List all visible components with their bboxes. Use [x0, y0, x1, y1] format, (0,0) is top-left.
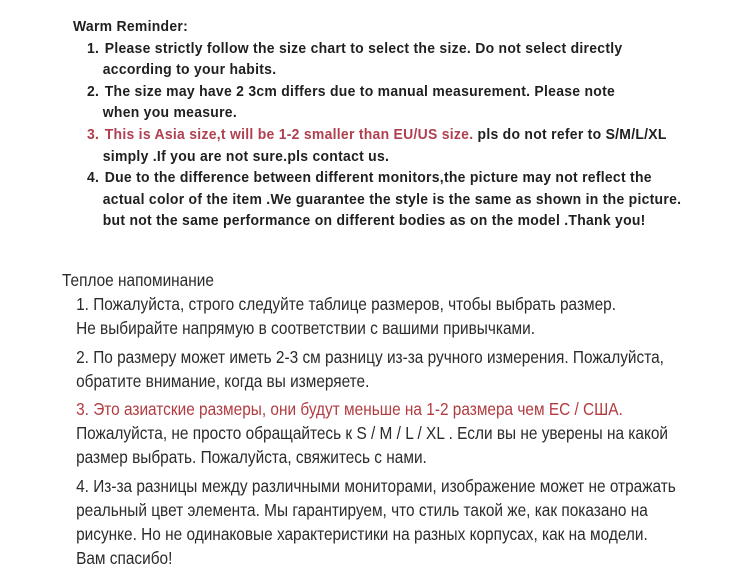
reminder-line: when you measure. [102, 104, 237, 122]
reminder-line: actual color of the item .We guarantee the style is the same as shown in the picture. [102, 190, 682, 208]
reminder-text: The size may have 2 3cm differs due to manual measurement. Please note [104, 82, 616, 100]
reminder-line: Пожалуйста, не просто обращайтесь к S / M / L / XL . Если вы не уверены на какой [76, 423, 669, 444]
reminder-line: Не выбирайте напрямую в соответствии с вашими привычками. [76, 318, 536, 339]
ru-reminder-title: Теплое напоминание [62, 269, 214, 290]
ru-reminder-item-1 [76, 292, 748, 340]
reminder-line: 2. По размеру может иметь 2-3 см разницу из-за ручного измерения. Пожалуйста, [76, 346, 664, 367]
reminder-line: but not the same performance on different bodies as on the model .Thank you! [102, 212, 646, 230]
reminder-line: размер выбрать. Пожалуйста, свяжитесь с нами. [76, 447, 427, 468]
ru-reminder-item-4 [76, 474, 748, 570]
reminder-line: simply .If you are not sure.pls contact us. [102, 147, 390, 165]
item-number: 2. [86, 82, 100, 100]
reminder-line: обратите внимание, когда вы измеряете. [76, 370, 370, 391]
reminder-line: Вам спасибо! [76, 548, 173, 569]
item-number: 1. [86, 39, 100, 57]
item-number: 4. [86, 169, 100, 187]
reminder-text: Please strictly follow the size chart to select the size. Do not select directly [104, 39, 623, 57]
item-number: 3. [86, 125, 100, 143]
reminder-text: Due to the difference between different monitors,the picture may not reflect the [104, 169, 652, 187]
reminder-line: рисунке. Но не одинаковые характеристики на разных корпусах, как на модели. [76, 523, 648, 544]
en-reminder-item-3 [73, 124, 715, 167]
reminder-text-highlight: This is Asia size,t will be 1-2 smaller than EU/US size. [104, 125, 474, 143]
warm-reminder-title: Warm Reminder: [73, 18, 189, 35]
en-reminder-item-2 [73, 81, 715, 124]
reminder-line: реальный цвет элемента. Мы гарантируем, что стиль такой же, как показано на [76, 499, 648, 520]
reminder-line: according to your habits. [102, 61, 277, 79]
en-reminder-item-4 [73, 167, 715, 232]
reminder-line: 4. Из-за разницы между различными мониторами, изображение может не отражать [76, 475, 676, 496]
ru-reminder-item-2 [76, 345, 748, 393]
reminder-line-highlight: 3. Это азиатские размеры, они будут меньше на 1-2 размера чем ЕС / США. [76, 398, 623, 419]
warm-reminder-section-ru [62, 268, 750, 570]
reminder-line [87, 38, 715, 60]
reminder-line [87, 81, 715, 103]
reminder-line [87, 124, 715, 146]
reminder-line [87, 167, 715, 189]
ru-reminder-item-3 [76, 397, 748, 470]
warm-reminder-section-en [0, 0, 750, 232]
reminder-line: 1. Пожалуйста, строго следуйте таблице размеров, чтобы выбрать размер. [76, 294, 617, 315]
reminder-text: pls do not refer to S/M/L/XL [473, 125, 667, 143]
en-reminder-item-1 [73, 38, 715, 81]
